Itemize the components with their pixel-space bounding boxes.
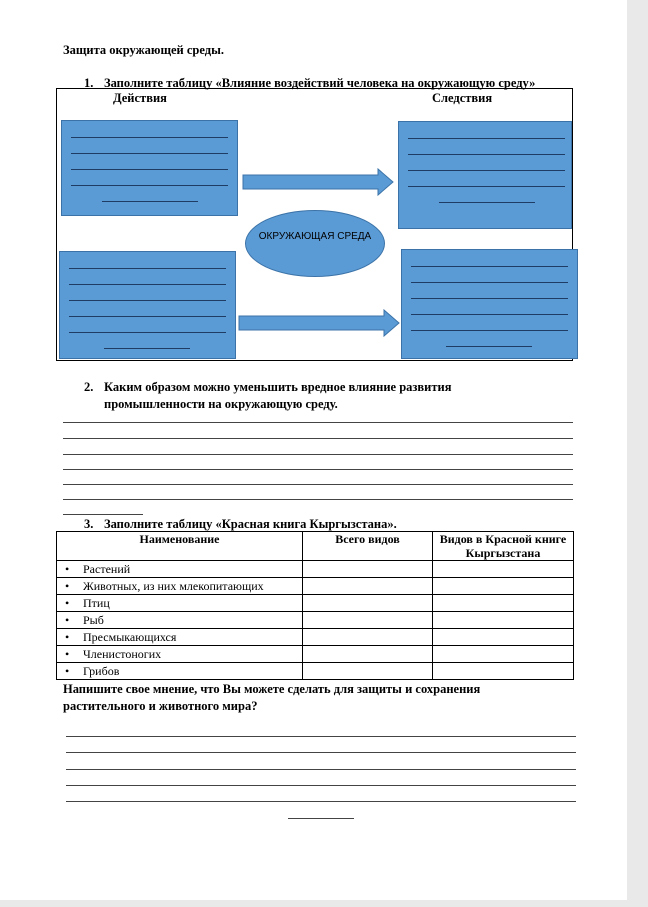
- table-row: • Грибов: [57, 663, 574, 680]
- table-row: • Растений: [57, 561, 574, 578]
- arrow-right-icon: [238, 309, 400, 337]
- row-label: Рыб: [83, 613, 104, 627]
- consequence-box-2[interactable]: [401, 249, 578, 359]
- page-heading: Защита окружающей среды.: [63, 43, 224, 57]
- red-book-table: [56, 531, 574, 680]
- red-book-cell[interactable]: [433, 646, 574, 663]
- environment-label: ОКРУЖАЮЩАЯ СРЕДА: [258, 231, 372, 242]
- red-book-cell[interactable]: [433, 629, 574, 646]
- table-row: • Животных, из них млекопитающих: [57, 578, 574, 595]
- task3-title: Заполните таблицу «Красная книга Кыргызстана».: [104, 517, 397, 531]
- red-book-cell[interactable]: [433, 612, 574, 629]
- consequence-box-1[interactable]: [398, 121, 572, 229]
- consequences-column-label: Следствия: [432, 91, 493, 105]
- column-header-total: Всего видов: [303, 532, 433, 561]
- total-cell[interactable]: [303, 629, 433, 646]
- opinion-question-line1: Напишите свое мнение, что Вы можете сделать для защиты и сохранения: [63, 682, 481, 696]
- task2-question-line1: Каким образом можно уменьшить вредное влияние развития: [104, 380, 452, 394]
- red-book-cell[interactable]: [433, 595, 574, 612]
- row-label: Птиц: [83, 596, 110, 610]
- task1-title: Заполните таблицу «Влияние воздействий человека на окружающую среду»: [104, 76, 536, 90]
- column-header-name: Наименование: [57, 532, 303, 561]
- red-book-cell[interactable]: [433, 561, 574, 578]
- task2-number: 2.: [84, 380, 94, 394]
- row-label: Грибов: [83, 664, 120, 678]
- task3-number: 3.: [84, 517, 94, 531]
- column-header-red-book: Видов в Красной книге Кыргызстана: [433, 532, 574, 561]
- red-book-cell[interactable]: [433, 578, 574, 595]
- table-header-row: [57, 532, 574, 561]
- total-cell[interactable]: [303, 612, 433, 629]
- total-cell[interactable]: [303, 561, 433, 578]
- total-cell[interactable]: [303, 578, 433, 595]
- row-label: Членистоногих: [83, 647, 162, 661]
- table-row: • Пресмыкающихся: [57, 629, 574, 646]
- table-row: • Членистоногих: [57, 646, 574, 663]
- row-label: Животных, из них млекопитающих: [83, 579, 264, 593]
- table-row: • Рыб: [57, 612, 574, 629]
- total-cell[interactable]: [303, 646, 433, 663]
- task2-question-line2: промышленности на окружающую среду.: [104, 397, 338, 411]
- row-label: Пресмыкающихся: [83, 630, 177, 644]
- action-box-1[interactable]: [61, 120, 238, 216]
- table-row: • Птиц: [57, 595, 574, 612]
- action-box-2[interactable]: [59, 251, 236, 359]
- total-cell[interactable]: [303, 595, 433, 612]
- row-label: Растений: [83, 562, 131, 576]
- environment-ellipse: [245, 210, 385, 277]
- red-book-cell[interactable]: [433, 663, 574, 680]
- arrow-right-icon: [242, 168, 394, 196]
- task1-number: 1.: [84, 76, 94, 90]
- actions-column-label: Действия: [113, 91, 167, 105]
- total-cell[interactable]: [303, 663, 433, 680]
- opinion-question-line2: растительного и животного мира?: [63, 699, 258, 713]
